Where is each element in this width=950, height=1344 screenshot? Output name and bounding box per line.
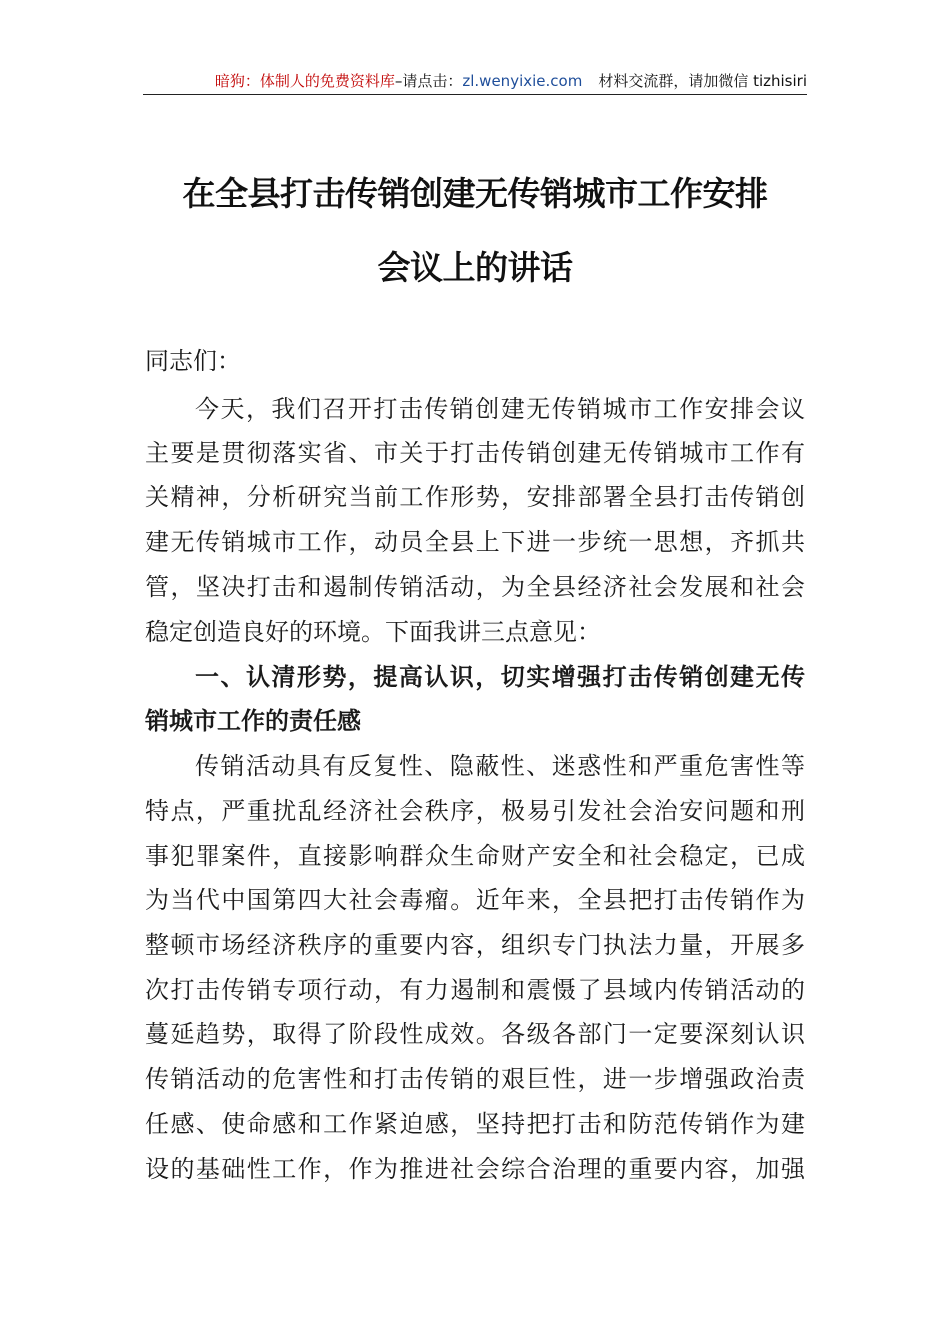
paragraph-line: 主要是贯彻落实省、市关于打击传销创建无传销城市工作有 (145, 439, 805, 467)
header-url-link[interactable]: zl.wenyixie.com (462, 72, 583, 90)
paragraph-line: 管，坚决打击和遏制传销活动，为全县经济社会发展和社会 (145, 573, 805, 601)
document-title-line2: 会议上的讲话 (377, 248, 573, 287)
paragraph-line: 特点，严重扰乱经济社会秩序，极易引发社会治安问题和刑 (145, 797, 805, 825)
paragraph-line: 整顿市场经济秩序的重要内容，组织专门执法力量，开展多 (145, 931, 805, 959)
header-wechat-note: 材料交流群，请加微信 tizhisiri (598, 72, 807, 90)
paragraph-line: 今天，我们召开打击传销创建无传销城市工作安排会议 (195, 395, 805, 423)
paragraph-line: 为当代中国第四大社会毒瘤。近年来，全县把打击传销作为 (145, 886, 805, 914)
paragraph-line: 传销活动具有反复性、隐蔽性、迷惑性和严重危害性等 (195, 752, 805, 780)
paragraph-line: 设的基础性工作，作为推进社会综合治理的重要内容，加强 (145, 1155, 805, 1183)
paragraph-line: 蔓延趋势，取得了阶段性成效。各级各部门一定要深刻认识 (145, 1020, 805, 1048)
header-click-prompt: –请点击： (394, 72, 463, 90)
paragraph-line: 关精神，分析研究当前工作形势，安排部署全县打击传销创 (145, 483, 805, 511)
salutation: 同志们： (145, 347, 241, 375)
paragraph-line: 次打击传销专项行动，有力遏制和震慑了县域内传销活动的 (145, 976, 805, 1004)
header-site-name: 暗狗：体制人的免费资料库 (214, 72, 395, 90)
paragraph-line: 事犯罪案件，直接影响群众生命财产安全和社会稳定，已成 (145, 842, 805, 870)
paragraph-line: 传销活动的危害性和打击传销的艰巨性，进一步增强政治责 (145, 1065, 805, 1093)
paragraph-line: 稳定创造良好的环境。下面我讲三点意见： (145, 618, 601, 646)
paragraph-line: 建无传销城市工作，动员全县上下进一步统一思想，齐抓共 (145, 528, 805, 556)
section-heading: 一、认清形势，提高认识，切实增强打击传销创建无传 (195, 663, 805, 691)
paragraph-line: 任感、使命感和工作紧迫感，坚持把打击和防范传销作为建 (145, 1110, 805, 1138)
document-title-line1: 在全县打击传销创建无传销城市工作安排 (182, 174, 768, 213)
section-heading: 销城市工作的责任感 (145, 707, 361, 735)
page-header (143, 70, 807, 95)
